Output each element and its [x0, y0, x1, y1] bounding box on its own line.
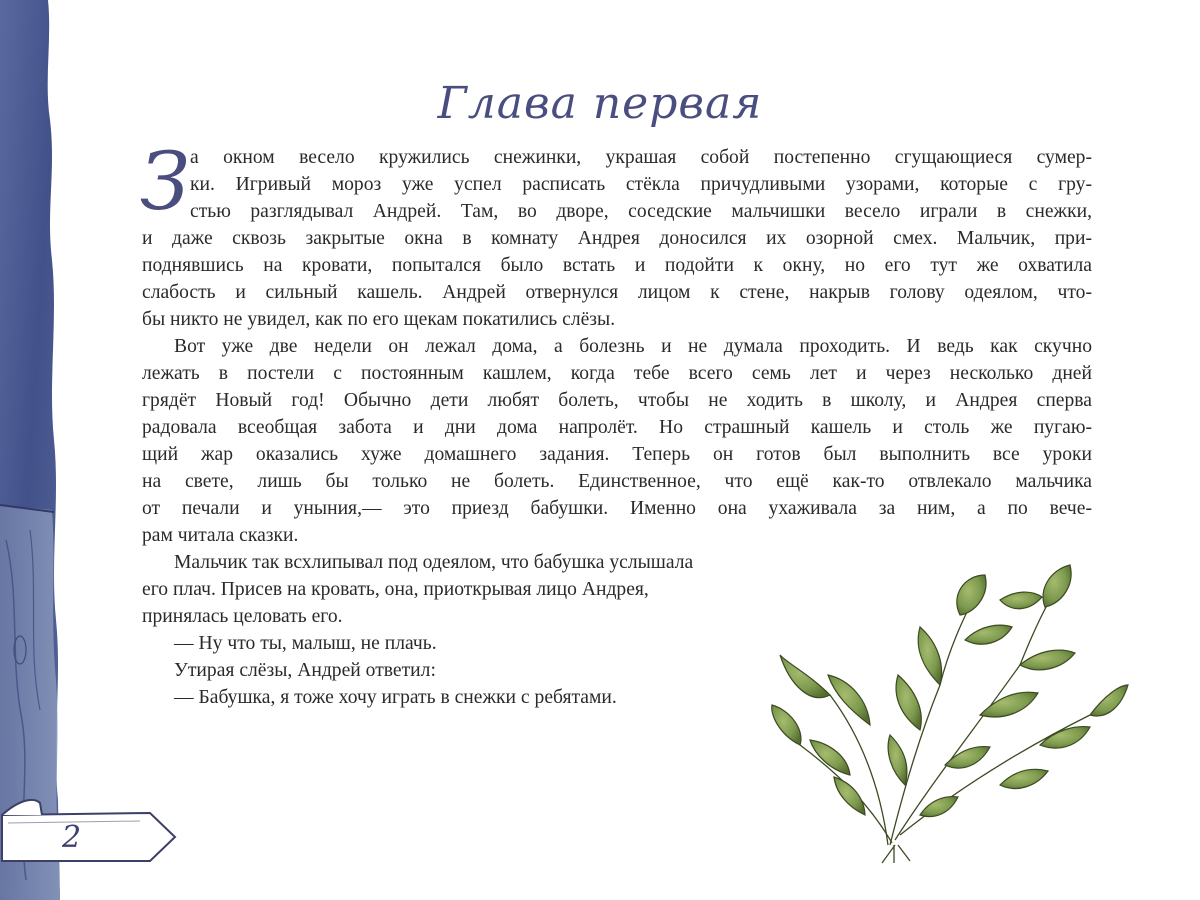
text-line: от печали и уныния,— это приезд бабушки. Именно она ухаживала за ним, а по вече- [142, 498, 1092, 519]
text-line: ки. Игривый мороз уже успел расписать стёкла причудливыми узорами, которые с гру- [190, 174, 1092, 195]
page-number: 2 [62, 820, 82, 855]
text-line: — Ну что ты, малыш, не плачь. [174, 633, 437, 654]
text-line: рам читала сказки. [142, 525, 299, 546]
paragraph [140, 135, 1092, 333]
text-line: на свете, лишь бы только не болеть. Единственное, что ещё как-то отвлекало мальчика [142, 471, 1092, 492]
watercolor-border-strip [0, 0, 70, 900]
chapter-title: Глава первая [437, 78, 763, 129]
text-line: щий жар оказались хуже домашнего задания. Теперь он готов был выполнить все уроки [142, 444, 1092, 465]
text-line: слабость и сильный кашель. Андрей отвернулся лицом к стене, накрыв голову одеялом, что- [142, 282, 1092, 303]
text-line: бы никто не увидел, как по его щекам покатились слёзы. [142, 309, 616, 330]
text-line: а окном весело кружились снежинки, украшая собой постепенно сгущающиеся сумер- [190, 147, 1092, 168]
herb-sprig-illustration [770, 545, 1130, 865]
text-line: и даже сквозь закрытые окна в комнату Андрея доносился их озорной смех. Мальчик, при- [142, 228, 1092, 249]
text-line: лежать в постели с постоянным кашлем, когда тебе всего семь лет и через несколько дней [142, 363, 1092, 384]
text-line: поднявшись на кровати, попытался было встать и подойти к окну, но его тут же охватила [142, 255, 1092, 276]
text-line: Вот уже две недели он лежал дома, а болезнь и не думала проходить. И ведь как скучно [174, 336, 1092, 357]
text-line: Утирая слёзы, Андрей ответил: [174, 660, 436, 681]
text-line: радовала всеобщая забота и дни дома напролёт. Но страшный кашель и столь же пугаю- [142, 417, 1092, 438]
page-number-ribbon [0, 785, 180, 865]
text-line: его плач. Присев на кровать, она, приоткрывая лицо Андрея, [142, 579, 649, 600]
text-line: принялась целовать его. [142, 606, 343, 627]
drop-cap-letter: З [140, 135, 190, 228]
text-line: Мальчик так всхлипывал под одеялом, что бабушка услышала [174, 552, 694, 573]
text-line: грядёт Новый год! Обычно дети любят болеть, чтобы не ходить в школу, и Андрея сперва [142, 390, 1092, 411]
paragraph [142, 333, 1092, 549]
text-line: — Бабушка, я тоже хочу играть в снежки с ребятами. [174, 687, 617, 708]
text-line: стью разглядывал Андрей. Там, во дворе, соседские мальчишки весело играли в снежки, [190, 201, 1092, 222]
